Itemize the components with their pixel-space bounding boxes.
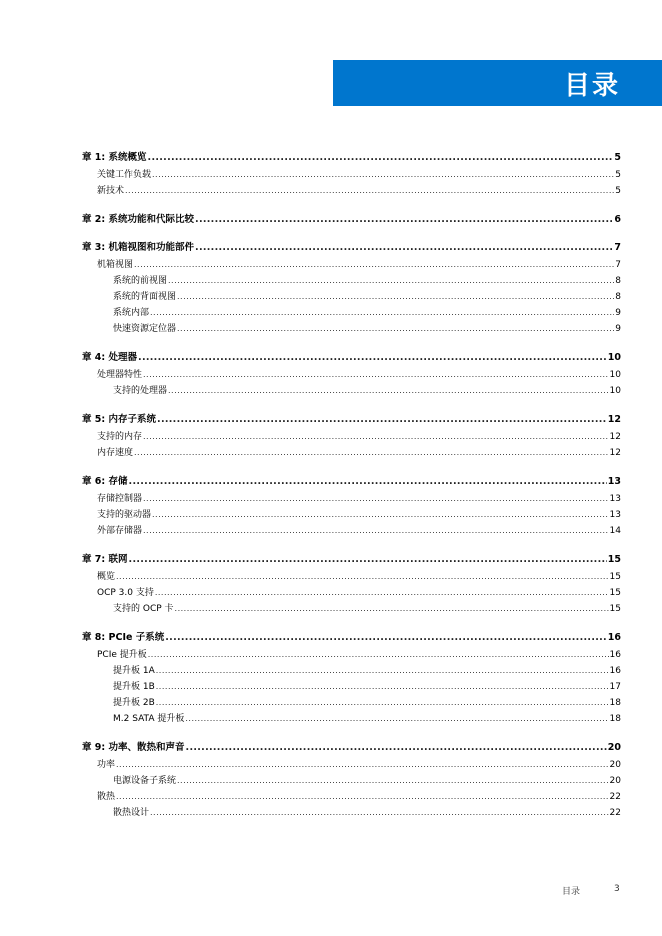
toc-entry-label: 系统的背面视图 <box>113 292 177 302</box>
toc-entry-page: 16 <box>609 650 621 660</box>
toc-entry-page: 12 <box>609 432 621 442</box>
toc-entry-label: 内存速度 <box>97 448 134 458</box>
toc-entry-page: 20 <box>607 742 621 753</box>
toc-subsection-entry[interactable] <box>82 289 621 305</box>
toc-entry-page: 8 <box>615 292 621 302</box>
dot-leader <box>186 741 607 755</box>
toc-entry-page: 18 <box>609 698 621 708</box>
toc-subsection-entry[interactable] <box>82 383 621 399</box>
toc-chapter-block <box>82 741 621 821</box>
toc-entry-page: 16 <box>609 666 621 676</box>
dot-leader <box>155 585 609 601</box>
toc-entry-label: 章 5: 内存子系统 <box>82 414 157 425</box>
toc-subsection-entry[interactable] <box>82 773 621 789</box>
toc-entry-page: 10 <box>607 352 621 363</box>
toc-subsection-entry[interactable] <box>82 663 621 679</box>
toc-entry-page: 6 <box>614 214 621 225</box>
toc-entry-page: 5 <box>615 186 621 196</box>
toc-entry-page: 17 <box>609 682 621 692</box>
toc-entry-page: 15 <box>609 604 621 614</box>
dot-leader <box>129 475 607 489</box>
toc-chapter-entry[interactable] <box>82 241 621 255</box>
toc-entry-label: 外部存储器 <box>97 526 143 536</box>
toc-section-entry[interactable] <box>82 429 621 445</box>
toc-section-entry[interactable] <box>82 647 621 663</box>
toc-subsection-entry[interactable] <box>82 695 621 711</box>
toc-entry-label: 概览 <box>97 572 116 582</box>
toc-entry-page: 20 <box>609 776 621 786</box>
toc-entry-label: 存储控制器 <box>97 494 143 504</box>
toc-entry-page: 13 <box>609 510 621 520</box>
dot-leader <box>134 257 614 273</box>
dot-leader <box>129 553 607 567</box>
dot-leader <box>156 695 609 711</box>
toc-subsection-entry[interactable] <box>82 711 621 727</box>
dot-leader <box>177 321 614 337</box>
toc-entry-label: 章 3: 机箱视图和功能部件 <box>82 242 195 253</box>
toc-entry-page: 12 <box>609 448 621 458</box>
dot-leader <box>185 711 608 727</box>
toc-entry-label: 系统的前视图 <box>113 276 168 286</box>
toc-entry-page: 16 <box>607 632 621 643</box>
toc-subsection-entry[interactable] <box>82 679 621 695</box>
toc-subsection-entry[interactable] <box>82 305 621 321</box>
toc-subsection-entry[interactable] <box>82 601 621 617</box>
toc-section-entry[interactable] <box>82 167 621 183</box>
toc-entry-label: 章 8: PCIe 子系统 <box>82 632 165 643</box>
toc-entry-page: 22 <box>609 808 621 818</box>
toc-chapter-entry[interactable] <box>82 351 621 365</box>
toc-entry-page: 13 <box>609 494 621 504</box>
dot-leader <box>152 167 614 183</box>
toc-entry-label: 新技术 <box>97 186 125 196</box>
toc-entry-page: 15 <box>609 572 621 582</box>
dot-leader <box>156 663 609 679</box>
toc-subsection-entry[interactable] <box>82 805 621 821</box>
toc-chapter-block <box>82 213 621 227</box>
toc-entry-page: 9 <box>615 308 621 318</box>
toc-entry-label: 提升板 1B <box>113 682 155 692</box>
toc-entry-label: 处理器特性 <box>97 370 143 380</box>
toc-entry-page: 7 <box>615 260 621 270</box>
dot-leader <box>143 523 609 539</box>
toc-entry-label: 快速资源定位器 <box>113 324 177 334</box>
toc-entry-page: 8 <box>615 276 621 286</box>
dot-leader <box>195 213 613 227</box>
dot-leader <box>116 757 609 773</box>
toc-chapter-block <box>82 151 621 199</box>
dot-leader <box>143 367 609 383</box>
toc-entry-label: 关键工作负载 <box>97 170 152 180</box>
toc-chapter-block <box>82 631 621 727</box>
dot-leader <box>134 445 609 461</box>
toc-entry-page: 18 <box>609 714 621 724</box>
dot-leader <box>148 151 614 165</box>
table-of-contents <box>82 151 621 835</box>
toc-entry-page: 15 <box>607 554 621 565</box>
toc-chapter-entry[interactable] <box>82 741 621 755</box>
dot-leader <box>143 429 609 445</box>
toc-entry-label: PCIe 提升板 <box>97 650 147 660</box>
dot-leader <box>165 631 607 645</box>
toc-section-entry[interactable] <box>82 789 621 805</box>
dot-leader <box>148 647 609 663</box>
toc-entry-label: 章 9: 功率、散热和声音 <box>82 742 185 753</box>
toc-entry-label: 系统内部 <box>113 308 150 318</box>
toc-section-entry[interactable] <box>82 367 621 383</box>
toc-chapter-entry[interactable] <box>82 413 621 427</box>
toc-chapter-block <box>82 475 621 539</box>
toc-entry-label: 提升板 2B <box>113 698 155 708</box>
dot-leader <box>138 351 607 365</box>
toc-chapter-block <box>82 351 621 399</box>
toc-section-entry[interactable] <box>82 569 621 585</box>
toc-entry-page: 15 <box>609 588 621 598</box>
toc-subsection-entry[interactable] <box>82 321 621 337</box>
toc-entry-page: 14 <box>609 526 621 536</box>
dot-leader <box>150 305 614 321</box>
dot-leader <box>152 507 609 523</box>
footer-label: 目录 <box>562 887 581 897</box>
dot-leader <box>156 679 609 695</box>
toc-entry-label: 电源设备子系统 <box>113 776 177 786</box>
dot-leader <box>150 805 609 821</box>
dot-leader <box>168 383 609 399</box>
toc-entry-label: 散热设计 <box>113 808 150 818</box>
dot-leader <box>116 789 609 805</box>
toc-section-entry[interactable] <box>82 183 621 199</box>
toc-chapter-block <box>82 553 621 617</box>
toc-entry-page: 5 <box>615 170 621 180</box>
toc-entry-page: 10 <box>609 370 621 380</box>
toc-entry-label: 支持的驱动器 <box>97 510 152 520</box>
page-title: 目录 <box>563 70 620 101</box>
toc-entry-label: 章 1: 系统概览 <box>82 152 147 163</box>
toc-chapter-entry[interactable] <box>82 475 621 489</box>
toc-section-entry[interactable] <box>82 757 621 773</box>
toc-entry-page: 12 <box>607 414 621 425</box>
toc-entry-page: 13 <box>607 476 621 487</box>
toc-entry-label: OCP 3.0 支持 <box>97 588 154 598</box>
toc-entry-label: 散热 <box>97 792 116 802</box>
toc-entry-page: 22 <box>609 792 621 802</box>
dot-leader <box>116 569 609 585</box>
toc-section-entry[interactable] <box>82 491 621 507</box>
toc-entry-page: 9 <box>615 324 621 334</box>
toc-entry-label: 机箱视图 <box>97 260 134 270</box>
toc-section-entry[interactable] <box>82 445 621 461</box>
dot-leader <box>177 289 614 305</box>
toc-section-entry[interactable] <box>82 585 621 601</box>
toc-chapter-entry[interactable] <box>82 213 621 227</box>
dot-leader <box>177 773 609 789</box>
dot-leader <box>143 491 609 507</box>
toc-entry-label: 章 6: 存储 <box>82 476 128 487</box>
dot-leader <box>175 601 609 617</box>
toc-entry-label: 提升板 1A <box>113 666 155 676</box>
toc-entry-label: 功率 <box>97 760 116 770</box>
dot-leader <box>157 413 607 427</box>
toc-chapter-block <box>82 413 621 461</box>
toc-chapter-entry[interactable] <box>82 553 621 567</box>
dot-leader <box>168 273 614 289</box>
footer-page-number: 3 <box>614 884 620 894</box>
toc-section-entry[interactable] <box>82 523 621 539</box>
toc-entry-page: 20 <box>609 760 621 770</box>
toc-entry-label: 支持的处理器 <box>113 386 168 396</box>
toc-entry-label: 章 7: 联网 <box>82 554 128 565</box>
toc-subsection-entry[interactable] <box>82 273 621 289</box>
toc-entry-page: 7 <box>614 242 621 253</box>
toc-section-entry[interactable] <box>82 257 621 273</box>
page-title-banner <box>333 60 662 106</box>
toc-entry-label: M.2 SATA 提升板 <box>113 714 185 724</box>
toc-entry-page: 5 <box>614 152 621 163</box>
toc-chapter-entry[interactable] <box>82 631 621 645</box>
toc-chapter-block <box>82 241 621 337</box>
toc-entry-label: 章 4: 处理器 <box>82 352 138 363</box>
dot-leader <box>125 183 614 199</box>
toc-entry-page: 10 <box>609 386 621 396</box>
dot-leader <box>195 241 613 255</box>
toc-entry-label: 章 2: 系统功能和代际比较 <box>82 214 195 225</box>
toc-entry-label: 支持的 OCP 卡 <box>113 604 174 614</box>
toc-chapter-entry[interactable] <box>82 151 621 165</box>
toc-section-entry[interactable] <box>82 507 621 523</box>
toc-entry-label: 支持的内存 <box>97 432 143 442</box>
